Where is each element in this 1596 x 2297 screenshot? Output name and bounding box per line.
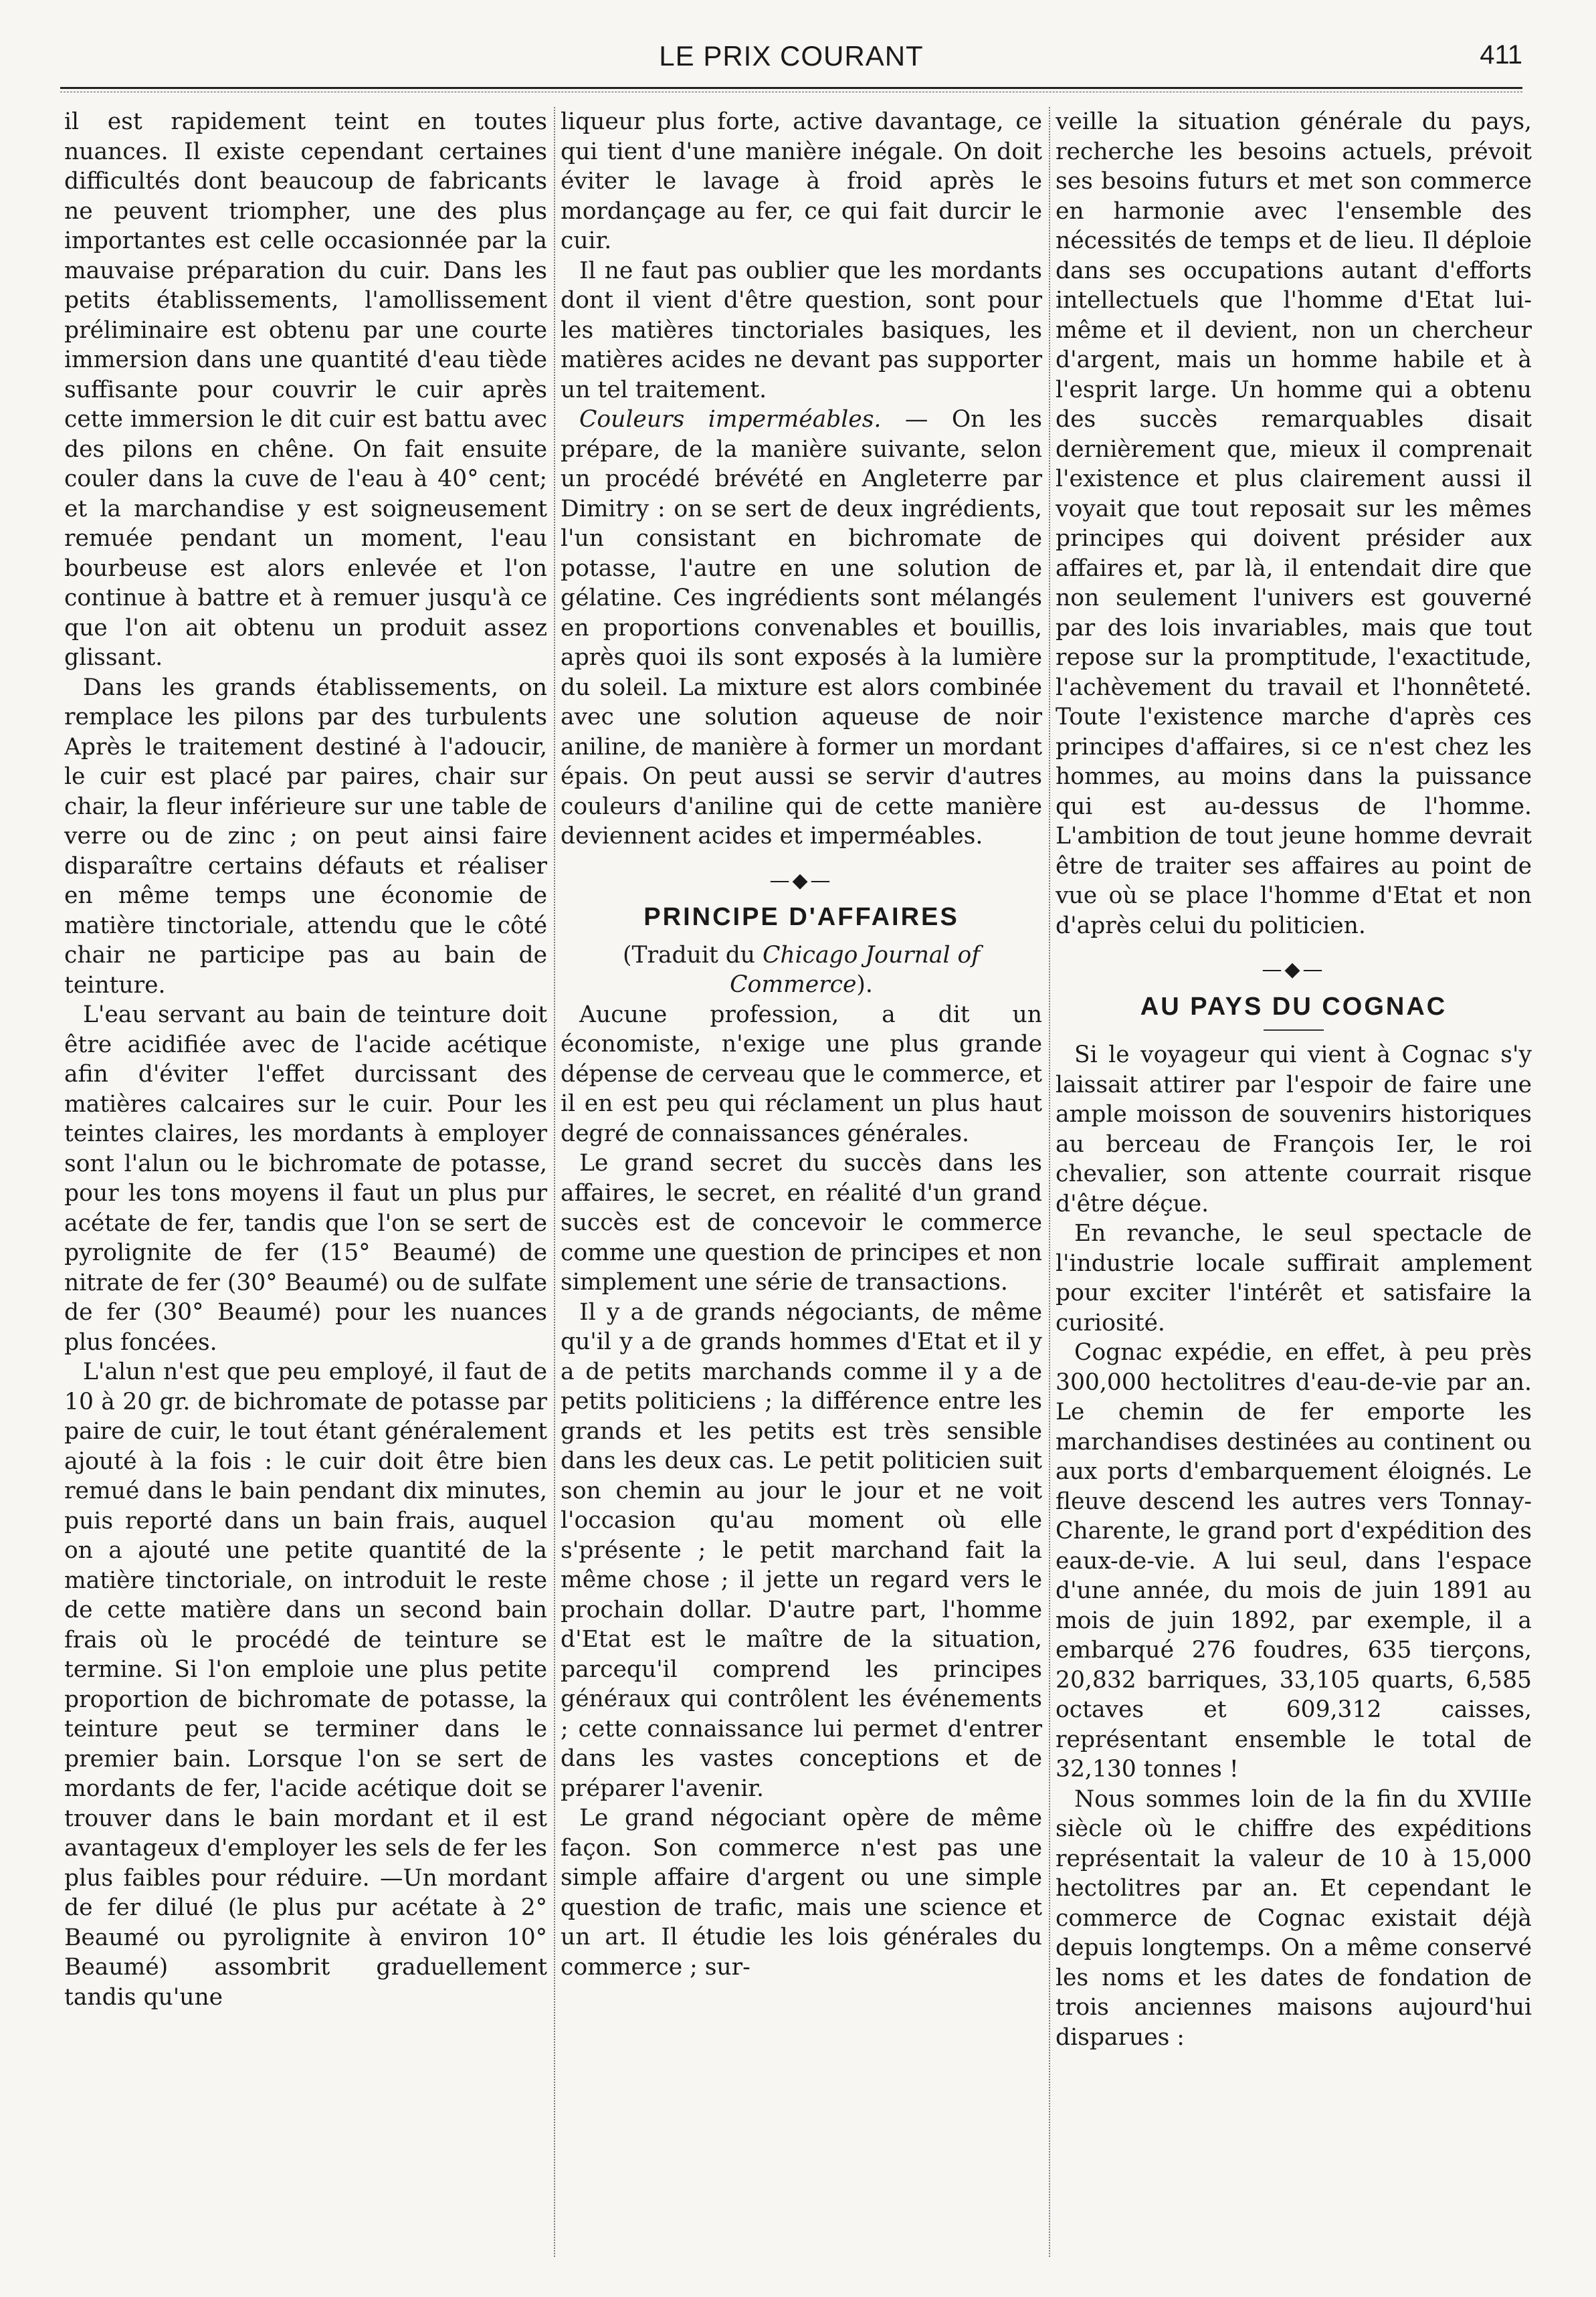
paragraph: Dans les grands établissements, on remplace les pilons par des turbulents Après le traitement destiné à l'adoucir, le cuir est placé par paires, chair sur chair, la fleur inférieure sur une table de verre ou de zinc ; on peut ainsi faire disparaître certains défauts et réaliser en même temps une économie de matière tinctoriale, attendu que le côté chair ne participe pas au bain de teinture. <box>64 674 547 999</box>
paragraph: En revanche, le seul spectacle de l'industrie locale suffirait amplement pour exciter l'intérêt et satisfaire la curiosité. <box>1056 1220 1532 1336</box>
page-title: LE PRIX COURANT <box>659 40 924 72</box>
paragraph: Le grand négociant opère de même façon. Son commerce n'est pas une simple affaire d'argent ou une simple question de trafic, mais une science et un art. Il étudie les lois générales du commerce ; sur- <box>561 1805 1042 1981</box>
column-1 <box>64 107 547 2264</box>
colors-lead: Couleurs imperméables. <box>579 406 882 433</box>
paragraph: Le grand secret du succès dans les affaires, le secret, en réalité d'un grand succès est de concevoir le commerce comme une question de principes et non simplement une série de transactions. <box>561 1150 1042 1296</box>
section-heading-principe: PRINCIPE D'AFFAIRES <box>643 903 959 931</box>
paragraph: veille la situation générale du pays, recherche les besoins actuels, prévoit ses besoins futurs et met son commerce en harmonie avec l'ensemble des nécessités de temps et de lieu. Il déploie dans ses occupations autant d'efforts intellectuels que l'homme d'Etat lui-même et il devient, non un chercheur d'argent, mais un homme habile et à l'esprit large. Un homme qui a obtenu des succès remarquables disait dernièrement que, mieux il comprenait l'existence et plus clairement aussi il voyait que tout reposait sur les mêmes principes qui doivent présider aux affaires et, par là, il entendait dire que non seulement l'univers est gouverné par des lois invariables, mais que tout repose sur la promptitude, l'exactitude, l'achèvement du travail et l'honnêteté. Toute l'existence marche d'après ces principes d'affaires, si ce n'est chez les hommes, au moins dans la puissance qui est au-dessus de l'homme. L'ambition de tout jeune homme devrait être de traiter ses affaires au point de vue où se place l'homme d'Etat et non d'après celui du politicien. <box>1056 108 1532 939</box>
paragraph: Nous sommes loin de la fin du XVIIIe siècle où le chiffre des expéditions représentait la valeur de 10 à 15,000 hectolitres par an. Et cependant le commerce de Cognac existait déjà depuis longtemps. On a même conservé les noms et les dates de fondation de trois anciennes maisons aujourd'hui disparues : <box>1056 1785 1532 2051</box>
paragraph-colors <box>561 405 1042 852</box>
section-heading-cognac: AU PAYS DU COGNAC <box>1140 992 1448 1021</box>
source-suffix: ). <box>856 971 873 998</box>
paragraph: L'alun n'est que peu employé, il faut de 10 à 20 gr. de bichromate de potasse par paire de cuir, le tout étant généralement ajouté à la fois : le cuir doit être bien remué dans le bain pendant dix minutes, puis reporté dans un bain frais, auquel on a ajouté une petite quantité de la matière tinctoriale, on introduit le reste de cette matière dans un second bain frais où le procédé de teinture se termine. Si l'on emploie une plus petite proportion de bichromate de potasse, la teinture peut se terminer dans le premier bain. Lorsque l'on se sert de mordants de fer, l'acide acétique doit se trouver dans le bain mordant et il est avantageux d'employer les sels de fer les plus faibles pour réduire. —Un mordant de fer dilué (le plus pur acétate à 2° Beaumé ou pyrolignite à environ 10° Beaumé) assombrit graduellement tandis qu'une <box>64 1359 547 2011</box>
source-journal: Chicago Journal of Commerce <box>730 941 980 998</box>
paragraph: Il y a de grands négociants, de même qu'il y a de grands hommes d'Etat et il y a de petits marchands comme il y a de petits politiciens ; la différence entre les grands et les petits est très sensible dans les deux cas. Le petit politicien suit son chemin au jour le jour et ne voit l'occasion qu'au moment où elle s'présente ; le petit marchand fait la même chose ; il jette un regard vers le prochain dollar. D'autre part, l'homme d'Etat est le maître de la situation, parcequ'il comprend les principes généraux qui contrôlent les événements ; cette connaissance lui permet d'entrer dans les vastes conceptions et de préparer l'avenir. <box>561 1298 1042 1802</box>
paragraph: Si le voyageur qui vient à Cognac s'y laissait attirer par l'espoir de faire une ample moisson de souvenirs historiques au berceau de François Ier, le roi chevalier, son attente courrait risque d'être déçue. <box>1056 1041 1532 1217</box>
paragraph: il est rapidement teint en toutes nuances. Il existe cependant certaines difficultés dont beaucoup de fabricants ne peuvent triompher, une des plus importantes est celle occasionnée par la mauvaise préparation du cuir. Dans les petits établissements, l'amollissement préliminaire est obtenu par une courte immersion dans une quantité d'eau tiède suffisante pour couvrir le cuir après cette immersion le dit cuir est battu avec des pilons en chêne. On fait ensuite couler dans la cuve de l'eau à 40° cent; et la marchandise y est soigneusement remuée pendant un moment, l'eau bourbeuse est alors enlevée et l'on continue à battre et à remuer jusqu'à ce que l'on ait obtenu un produit assez glissant. <box>64 108 547 671</box>
paragraph: Il ne faut pas oublier que les mordants dont il vient d'être question, sont pour les matières tinctoriales basiques, les matières acides ne devant pas supporter un tel traitement. <box>561 257 1042 403</box>
column-3 <box>1056 107 1532 2264</box>
column-2 <box>561 107 1042 2264</box>
paragraph: Aucune profession, a dit un économiste, n'exige une plus grande dépense de cerveau que le commerce, et il en est peu qui réclament un plus haut degré de connaissances générales. <box>561 1001 1042 1147</box>
header-rule <box>60 87 1522 92</box>
source-line <box>561 940 1042 1000</box>
page-number: 411 <box>1480 40 1522 70</box>
ornament: —◆— <box>769 868 833 892</box>
paragraph: Cognac expédie, en effet, à peu près 300,000 hectolitres d'eau-de-vie par an. Le chemin de fer emporte les marchandises destinées au continent ou aux ports d'embarquement éloignés. Le fleuve descend les autres vers Tonnay-Charente, le grand port d'expédition des eaux-de-vie. A lui seul, dans l'espace d'une année, du mois de juin 1891 au mois de juin 1892, par exemple, il a embarqué 276 foudres, 635 tierçons, 20,832 barriques, 33,105 quarts, 6,585 octaves et 609,312 caisses, représentant ensemble le total de 32,130 tonnes ! <box>1056 1339 1532 1783</box>
heading-rule <box>1264 1029 1324 1031</box>
colors-text: — On les prépare, de la manière suivante, selon un procédé brévété en Angleterre par Dimitry : on se sert de deux ingrédients, l'un consistant en bichromate de potasse, l'autre en une solution de gélatine. Ces ingrédients sont mélangés en proportions convenables et bouillis, après quoi ils sont exposés à la lumière du soleil. La mixture est alors combinée avec une solution aqueuse de noir aniline, de manière à former un mordant épais. On peut aussi se servir d'autres couleurs d'aniline qui de cette manière deviennent acides et imperméables. <box>561 406 1042 850</box>
source-prefix: (Traduit du <box>623 941 763 969</box>
column-divider <box>554 107 555 2257</box>
page-header <box>60 40 1522 87</box>
paragraph: liqueur plus forte, active davantage, ce qui tient d'une manière inégale. On doit éviter le lavage à froid après le mordançage au fer, ce qui fait durcir le cuir. <box>561 108 1042 254</box>
paragraph: L'eau servant au bain de teinture doit être acidifiée avec de l'acide acétique afin d'éviter l'effet durcissant des matières calcaires sur le cuir. Pour les teintes claires, les mordants à employer sont l'alun ou le bichromate de potasse, pour les tons moyens il faut un plus pur acétate de fer, tandis que l'on se sert de pyrolignite de fer (15° Beaumé) de nitrate de fer (30° Beaumé) ou de sulfate de fer (30° Beaumé) pour les nuances plus foncées. <box>64 1001 547 1356</box>
ornament: —◆— <box>1262 958 1326 981</box>
column-divider <box>1049 107 1050 2257</box>
